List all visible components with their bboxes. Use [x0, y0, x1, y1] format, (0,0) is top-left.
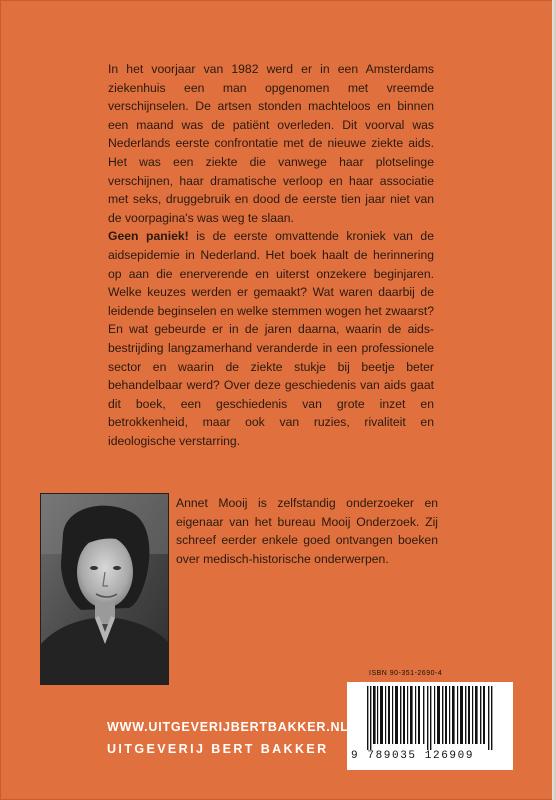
blurb-paragraph-1: In het voorjaar van 1982 werd er in een Amsterdams ziekenhuis een man opgenomen met vreemde verschijnselen. De artsen stonden machteloos en binnen een maand was de patiënt overleden. Dit voorval was Nederlands eerste confrontatie met de nieuwe ziekte aids. Het was een ziekte die vanwege haar plotselinge verschijnen, haar dramatische verloop en haar associatie met seks, druggebruik en dood de eerste tien jaar niet van de voorpagina's was weg te slaan. [108, 62, 434, 225]
barcode-bars [367, 686, 493, 750]
author-photo [40, 493, 169, 685]
blurb-paragraph-2-body: is de eerste omvattende kroniek van de aidsepidemie in Nederland. Het boek haalt de herinnering op aan die enerverende en uiterst onzekere beginjaren. Welke keuzes werden er gemaakt? Wat waren daarbij de leidende beginselen en welke stemmen wogen het zwaarst? En wat gebeurde er in de jaren daarna, waarin de aids-bestrijding langzamerhand veranderde in een professionele sector en waarin de ziekte stukje bij beetje beter behandelbaar werd? Over deze geschiedenis van aids gaat dit boek, een geschiedenis van grote inzet en betrokkenheid, maar ook van ruzies, rivaliteit en ideologische verstarring. [108, 229, 434, 448]
blurb-paragraph-2 [108, 227, 434, 450]
page-edge [552, 0, 556, 800]
blurb-text [108, 60, 434, 450]
publisher-name: UITGEVERIJ BERT BAKKER [107, 742, 329, 756]
author-bio: Annet Mooij is zelfstandig onderzoeker en eigenaar van het bureau Mooij Onderzoek. Zij schreef eerder enkele goed ontvangen boeken over medisch-historische onderwerpen. [176, 496, 438, 566]
barcode [347, 682, 513, 770]
publisher-url[interactable]: WWW.UITGEVERIJBERTBAKKER.NL [107, 720, 349, 734]
barcode-digits: 9 789035 126909 [351, 750, 475, 762]
book-title-inline: Geen paniek! [108, 229, 189, 244]
isbn-label: ISBN 90-351-2690-4 [369, 670, 443, 677]
